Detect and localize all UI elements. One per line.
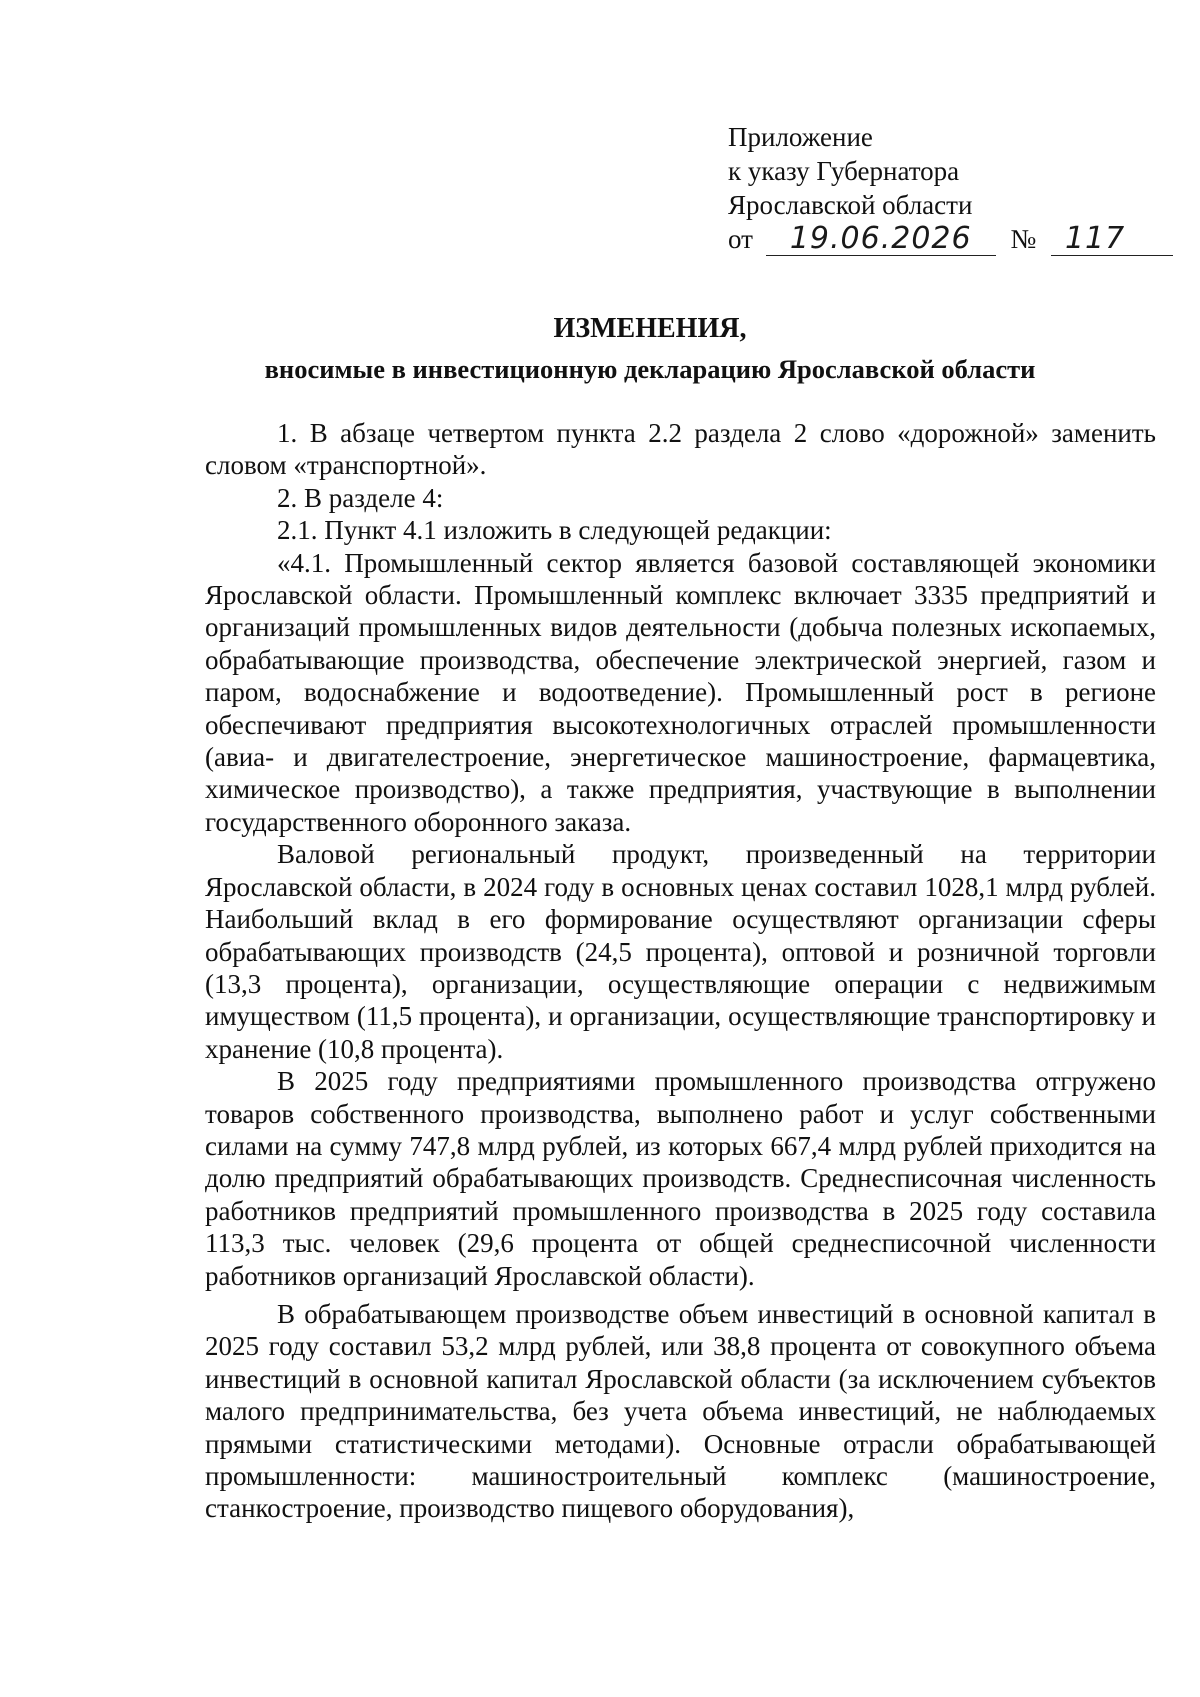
- document-body: [205, 417, 1156, 1525]
- handwritten-number: 117: [1051, 223, 1173, 256]
- approval-stamp: [728, 120, 1173, 256]
- paragraph-1: 1. В абзаце четвертом пункта 2.2 раздела 2 слово «дорожной» заменить словом «транспортной».: [205, 418, 1156, 481]
- paragraph-7: В обрабатывающем производстве объем инвестиций в основной капитал в 2025 году составил 53,2 млрд рублей, или 38,8 процента от совокупного объема инвестиций в основной капитал Ярославской области (за исключением субъектов малого предпринимательства, без учета объема инвестиций, не наблюдаемых прямыми статистическими методами). Основные отрасли обрабатывающей промышленности: машиностроительный комплекс (машиностроение, станкостроение, производство пищевого оборудования),: [205, 1298, 1156, 1524]
- paragraph-2: 2. В разделе 4:: [277, 482, 444, 513]
- handwritten-date: 19.06.2026: [766, 223, 996, 256]
- date-prefix: от: [728, 224, 753, 254]
- document-title: ИЗМЕНЕНИЯ,: [553, 313, 747, 344]
- number-sign: №: [1010, 224, 1037, 254]
- approval-line-3: Ярославской области: [728, 190, 973, 220]
- document-subtitle: вносимые в инвестиционную декларацию Ярославской области: [264, 354, 1036, 384]
- paragraph-5: Валовой региональный продукт, произведенный на территории Ярославской области, в 2024 году в основных ценах составил 1028,1 млрд рублей. Наибольший вклад в его формирование осуществляют организации сферы обрабатывающих производств (24,5 процента), оптовой и розничной торговли (13,3 процента), организации, осуществляющие операции с недвижимым имуществом (11,5 процента), и организации, осуществляющие транспортировку и хранение (10,8 процента).: [205, 839, 1156, 1064]
- approval-line-2: к указу Губернатора: [728, 156, 960, 186]
- approval-line-1: Приложение: [728, 122, 873, 152]
- approval-date-line: [728, 222, 1173, 256]
- paragraph-4: «4.1. Промышленный сектор является базовой составляющей экономики Ярославской области. Промышленный комплекс включает 3335 предприятий и организаций промышленных видов деятельности (добыча полезных ископаемых, обрабатывающие производства, обеспечение электрической энергией, газом и паром, водоснабжение и водоотведение). Промышленный рост в регионе обеспечивают предприятия высокотехнологичных отраслей промышленности (авиа- и двигателестроение, энергетическое машиностроение, фармацевтика, химическое производство), а также предприятия, участвующие в выполнении государственного оборонного заказа.: [205, 547, 1156, 837]
- paragraph-6: В 2025 году предприятиями промышленного производства отгружено товаров собственного производства, выполнено работ и услуг собственными силами на сумму 747,8 млрд рублей, из которых 667,4 млрд рублей приходится на долю предприятий обрабатывающих производств. Среднесписочная численность работников предприятий промышленного производства в 2025 году составила 113,3 тыс. человек (29,6 процента от общей среднесписочной численности работников организаций Ярославской области).: [205, 1066, 1156, 1291]
- paragraph-3: 2.1. Пункт 4.1 изложить в следующей редакции:: [277, 515, 832, 546]
